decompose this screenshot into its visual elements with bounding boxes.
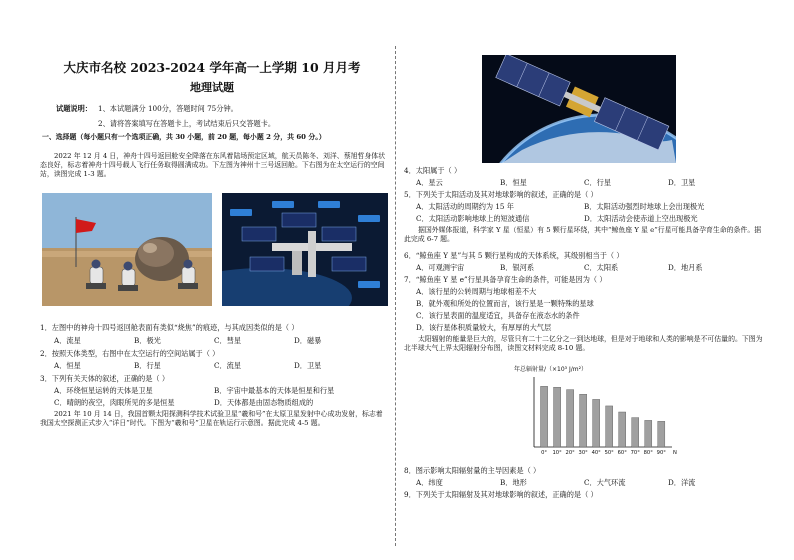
q4-option-b[interactable]: B．恒星 xyxy=(500,178,527,187)
q6-option-d[interactable]: D．地月系 xyxy=(668,263,703,272)
q7-option-c[interactable]: C．该行星表面的温度适宜，具备存在液态水的条件 xyxy=(416,311,580,320)
q7-option-d[interactable]: D．该行星体积质量较大，有厚厚的大气层 xyxy=(416,323,552,332)
chart-y-axis-label: 年总辐射量/（×10³ J/m²） xyxy=(514,366,588,373)
q3-option-a[interactable]: A．环绕恒星运转的天体是卫星 xyxy=(54,386,153,395)
q3-options-row1 xyxy=(54,386,334,395)
q2-option-d[interactable]: D．卫星 xyxy=(294,361,322,370)
chart-bar xyxy=(580,394,587,447)
capsule-photo xyxy=(42,193,212,306)
chart-tick-label: 20° xyxy=(565,450,575,456)
q3-options-row2 xyxy=(54,398,313,407)
q4-option-d[interactable]: D．卫星 xyxy=(668,178,696,187)
chart-bar xyxy=(554,387,561,447)
column-divider xyxy=(395,46,396,546)
chart-bar xyxy=(658,421,665,447)
radiation-chart xyxy=(512,363,682,460)
passage-1: 2022 年 12 月 4 日，神舟十四号返回舱安全降落在东风着陆场预定区域，航天员陈冬、刘洋、蔡旭哲身体状态良好，标志着神舟十四号载人飞行任务取得圆满成功。下左图为神州十三号返回舱。下右图为在太空运行的空间站，读图完成 1-3 题。 xyxy=(40,152,386,179)
exam-title: 大庆市名校 2023-2024 学年高一上学期 10 月月考 xyxy=(63,60,361,75)
passage-4: 太阳辐射的能量是巨大的，尽管只有二十二亿分之一到达地球，但是对于地球和人类的影响是不可估量的。下图为北半球大气上界太阳辐射分布图，读图文材料完成 8-10 题。 xyxy=(404,335,763,353)
passage-2: 2021 年 10 月 14 日，我国首颗太阳探测科学技术试验卫星“羲和号”在太原卫星发射中心成功发射，标志着我国太空探测正式步入“详日”时代。下图为“羲和号”卫星在轨运行示意图。据此完成 4-5 题。 xyxy=(40,410,383,428)
q2-option-b[interactable]: B．行星 xyxy=(134,361,161,370)
q7-option-a[interactable]: A．该行星的公转周期与地球相差不大 xyxy=(416,287,537,296)
q4-option-a[interactable]: A．星云 xyxy=(416,178,443,187)
q8-option-b[interactable]: B．地形 xyxy=(500,478,527,487)
section-one-heading: 一、选择题（每小题只有一个选项正确，共 30 小题，前 20 题，每小题 2 分，共 60 分。） xyxy=(42,133,326,141)
q1-option-b[interactable]: B．极光 xyxy=(134,336,161,345)
q7-option-b[interactable]: B．就外观和所处的位置而言，该行星是一颗特殊的星球 xyxy=(416,299,594,308)
q4-stem: 4．太阳属于（ ） xyxy=(404,166,462,175)
instructions-label: 试题说明： xyxy=(56,104,92,113)
q4-options xyxy=(416,178,695,187)
q6-option-a[interactable]: A．可观测宇宙 xyxy=(416,263,465,272)
q2-options xyxy=(54,361,321,370)
q1-option-a[interactable]: A．流星 xyxy=(54,336,81,345)
q2-option-c[interactable]: C．流星 xyxy=(214,361,242,370)
q1-option-c[interactable]: C．彗星 xyxy=(214,336,242,345)
chart-bar xyxy=(541,386,548,447)
q3-option-c[interactable]: C．晴朗的夜空，肉眼所见的多是恒星 xyxy=(54,398,175,407)
chart-tick-label: 60° xyxy=(617,450,627,456)
chart-bar xyxy=(593,399,600,447)
chart-bar xyxy=(619,412,626,447)
q5-option-d[interactable]: D．太阳活动会使赤道上空出现极光 xyxy=(584,214,698,223)
q1-stem: 1．左图中的神舟十四号返回舱表面有类似“烧焦”的痕迹，与其成因类似的是（ ） xyxy=(40,323,299,332)
passage-3: 据国外媒体报道，科学家 Y 星（恒星）有 5 颗行星环绕，其中“鲸鱼座 Y 星 e”行星可能具备孕育生命的条件。据此完成 6-7 题。 xyxy=(404,226,762,244)
chart-bar xyxy=(606,406,613,447)
radiation-chart-svg xyxy=(512,363,682,460)
q5-option-b[interactable]: B．太阳活动强烈时地球上会出现极光 xyxy=(584,202,705,211)
q5-options-row1 xyxy=(416,202,704,211)
q2-option-a[interactable]: A．恒星 xyxy=(54,361,81,370)
q6-option-c[interactable]: C．太阳系 xyxy=(584,263,619,272)
q7-stem: 7．“鲸鱼座 Y 星 e”行星具备孕育生命的条件，可能是因为（ ） xyxy=(404,275,607,284)
q8-option-c[interactable]: C．大气环流 xyxy=(584,478,626,487)
chart-bar xyxy=(632,418,639,447)
instructions-line1: 1、本试题满分 100分，答题时间 75分钟。 xyxy=(98,104,238,113)
q8-options xyxy=(416,478,695,487)
instructions-line2: 2、请将答案填写在答题卡上，考试结束后只交答题卡。 xyxy=(98,119,276,128)
space-station-photo xyxy=(222,193,388,306)
exam-subtitle: 地理试题 xyxy=(190,81,234,94)
q6-stem: 6．“鲸鱼座 Y 星”与其 5 颗行星构成的天体系统，其级别相当于（ ） xyxy=(404,251,624,260)
q3-option-b[interactable]: B．宇宙中最基本的天体是恒星和行星 xyxy=(214,386,335,395)
q3-option-d[interactable]: D．天体都是由固态物质组成的 xyxy=(214,398,314,407)
q1-option-d[interactable]: D．磁暴 xyxy=(294,336,322,345)
q9-stem: 9．下列关于太阳辐射及其对地球影响的叙述，正确的是（ ） xyxy=(404,490,598,499)
chart-x-suffix: N xyxy=(673,450,677,456)
chart-tick-label: 30° xyxy=(578,450,588,456)
q2-stem: 2．按照天体类型，右图中在太空运行的空间站属于（ ） xyxy=(40,349,220,358)
q1-options xyxy=(54,336,321,345)
q5-option-c[interactable]: C．太阳活动影响地球上的短波通信 xyxy=(416,214,530,223)
q6-option-b[interactable]: B．银河系 xyxy=(500,263,535,272)
chart-tick-label: 70° xyxy=(630,450,640,456)
q6-options xyxy=(416,263,703,272)
chart-tick-label: 0° xyxy=(541,450,548,456)
chart-tick-label: 40° xyxy=(591,450,601,456)
q8-stem: 8．图示影响太阳辐射量的主导因素是（ ） xyxy=(404,466,541,475)
q4-option-c[interactable]: C．行星 xyxy=(584,178,612,187)
chart-tick-label: 90° xyxy=(656,450,666,456)
chart-tick-label: 50° xyxy=(604,450,614,456)
q8-option-d[interactable]: D．洋流 xyxy=(668,478,696,487)
q5-option-a[interactable]: A．太阳活动的周期约为 15 年 xyxy=(416,202,514,211)
chart-tick-label: 10° xyxy=(552,450,562,456)
satellite-photo xyxy=(482,55,676,163)
q5-options-row2 xyxy=(416,214,698,223)
q3-stem: 3．下列有关天体的叙述，正确的是（ ） xyxy=(40,374,170,383)
chart-tick-label: 80° xyxy=(643,450,653,456)
q5-stem: 5．下列关于太阳活动及其对地球影响的叙述，正确的是（ ） xyxy=(404,190,598,199)
q8-option-a[interactable]: A．纬度 xyxy=(416,478,443,487)
chart-bar xyxy=(645,420,652,447)
chart-bar xyxy=(567,390,574,447)
